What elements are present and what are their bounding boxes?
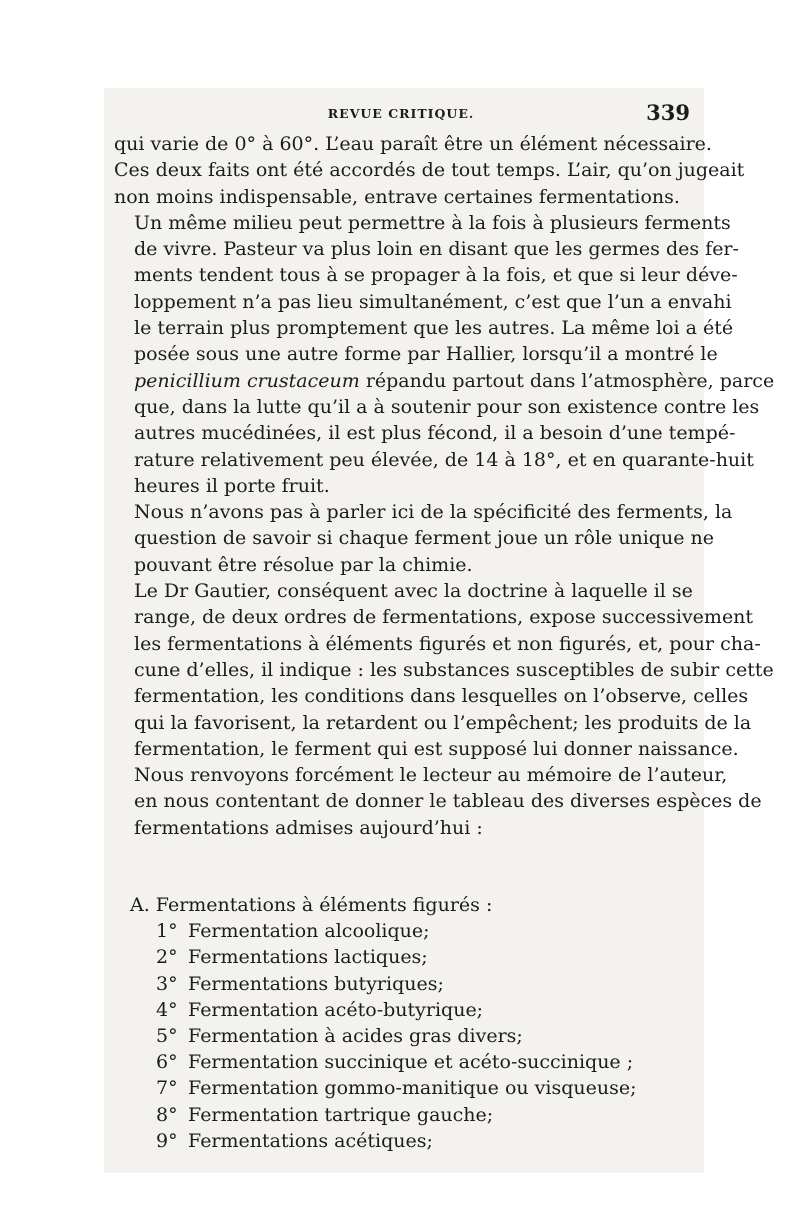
fermentation-list (114, 892, 686, 1154)
list-item (114, 1023, 686, 1049)
item-text: Fermentations butyriques; (188, 972, 444, 995)
paragraph-5 (114, 762, 762, 841)
list-heading: A. Fermentations à éléments figurés : (130, 894, 493, 916)
list-item (114, 918, 686, 944)
item-text: Fermentations acétiques; (188, 1129, 433, 1152)
text-line-italic (114, 368, 775, 394)
list-item (114, 997, 686, 1023)
item-text: Fermentation acéto-butyrique; (188, 998, 484, 1021)
text-line-rest: répandu partout dans l’atmosphère, parce (359, 369, 775, 392)
item-text: Fermentation tartrique gauche; (188, 1103, 494, 1126)
text-line: range, de deux ordres de fermentations, expose successivement (134, 606, 754, 629)
text-line: non moins indispensable, entrave certaines fermentations. (114, 185, 680, 208)
list-item (114, 1102, 686, 1128)
list-item (114, 1049, 686, 1075)
text-line: posée sous une autre forme par Hallier, lorsqu’il a montré le (134, 343, 718, 366)
text-line: question de savoir si chaque ferment joue un rôle unique ne (134, 527, 714, 550)
item-text: Fermentations lactiques; (188, 946, 428, 969)
item-number: 9° (156, 1129, 178, 1152)
paragraph-1 (114, 131, 745, 210)
text-line: Un même milieu peut permettre à la fois à plusieurs ferments (134, 211, 731, 234)
text-line: ments tendent tous à se propager à la fois, et que si leur déve- (134, 264, 738, 287)
page-header (112, 100, 690, 130)
text-line: qui varie de 0° à 60°. L’eau paraît être un élément nécessaire. (114, 133, 712, 155)
text-line: qui la favorisent, la retardent ou l’empêchent; les produits de la (134, 711, 752, 734)
item-text: Fermentation succinique et acéto-succinique ; (188, 1051, 634, 1074)
text-line: que, dans la lutte qu’il a à soutenir pour son existence contre les (134, 395, 760, 418)
list-item (114, 1128, 686, 1154)
paragraph-2 (114, 210, 775, 499)
text-line: de vivre. Pasteur va plus loin en disant que les germes des fer- (134, 238, 739, 261)
text-line: fermentations admises aujourd’hui : (134, 816, 483, 839)
text-line: le terrain plus promptement que les autres. La même loi a été (134, 317, 734, 340)
species-name: penicillium crustaceum (134, 369, 360, 392)
item-number: 1° (156, 920, 178, 943)
text-line: fermentation, les conditions dans lesquelles on l’observe, celles (134, 685, 749, 708)
text-line: Nous n’avons pas à parler ici de la spécificité des ferments, la (134, 501, 733, 524)
list-item (114, 971, 686, 997)
item-text: Fermentation à acides gras divers; (188, 1025, 523, 1048)
item-number: 5° (156, 1025, 178, 1048)
list-item (114, 944, 686, 970)
paragraph-3 (114, 499, 733, 578)
item-number: 7° (156, 1077, 178, 1100)
item-number: 2° (156, 946, 178, 969)
text-line: cune d’elles, il indique : les substances susceptibles de subir cette (134, 658, 774, 681)
item-number: 3° (156, 972, 178, 995)
text-line: les fermentations à éléments figurés et non figurés, et, pour cha- (134, 632, 761, 655)
item-number: 6° (156, 1051, 178, 1074)
text-line: pouvant être résolue par la chimie. (134, 553, 473, 576)
item-text: Fermentation alcoolique; (188, 920, 430, 943)
item-number: 8° (156, 1103, 178, 1126)
text-line: fermentation, le ferment qui est supposé lui donner naissance. (134, 737, 739, 760)
text-line: Nous renvoyons forcément le lecteur au mémoire de l’auteur, (134, 764, 728, 787)
text-line: Le Dr Gautier, conséquent avec la doctrine à laquelle il se (134, 580, 693, 603)
text-line: rature relativement peu élevée, de 14 à 18°, et en quarante-huit (134, 448, 754, 471)
item-number: 4° (156, 998, 178, 1021)
paragraph-4 (114, 578, 774, 762)
running-head: REVUE CRITIQUE. (327, 106, 475, 121)
text-line: heures il porte fruit. (134, 474, 330, 497)
text-line: loppement n’a pas lieu simultanément, c’est que l’un a envahi (134, 290, 732, 313)
text-line: en nous contentant de donner le tableau des diverses espèces de (134, 790, 762, 813)
body-text (114, 131, 775, 841)
page-number: 339 (646, 100, 690, 125)
text-line: autres mucédinées, il est plus fécond, il a besoin d’une tempé- (134, 422, 736, 445)
text-line: Ces deux faits ont été accordés de tout temps. L’air, qu’on jugeait (114, 159, 745, 182)
item-text: Fermentation gommo-manitique ou visqueuse; (188, 1077, 637, 1100)
list-item (114, 1075, 686, 1101)
